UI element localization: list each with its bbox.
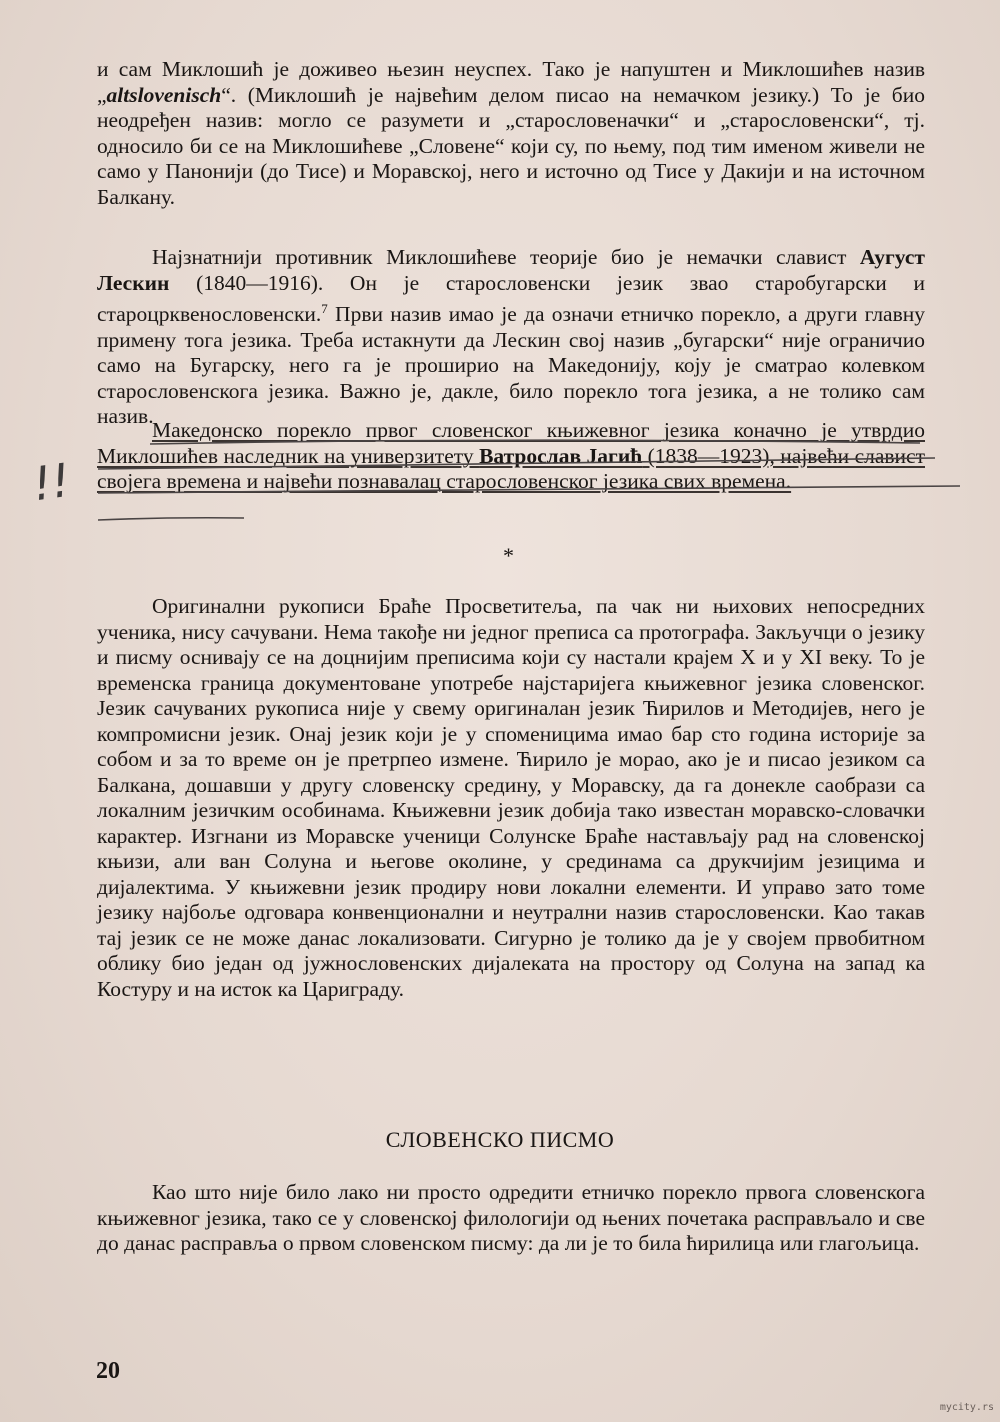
handwritten-exclamation-mark: !! xyxy=(29,452,74,512)
p3-text-2: (1838—1923), највећи славист својега времена и највећи познавалац старословенског језика свих времена. xyxy=(97,443,925,493)
watermark: mycity.rs xyxy=(939,1402,994,1413)
paragraph-manuscripts: Оригинални рукописи Браће Просветитеља, па чак ни њихових непосредних ученика, нису сачувани. Нема такође ни једног преписа са протографа. Закључци о језику и писму оснивају се на доцнијим преписима који су настали крајем X и у XI веку. То је временска граница документоване употребе најстаријега књижевног језика словенског. Језик сачуваних рукописа није у свему оригиналан језик Ћирилов и Методијев, него је компромисни језик. Онај језик који је у споменицима имао бар сто година историје за собом и за то време он је претрпео измене. Ћирило је морао, ако је и писао језиком са Балкана, дошавши у другу словенску средину, у Моравску, да га донекле саобрази са локалним језичким особинама. Књижевни језик добија тако известан моравско-словачки карактер. Изгнани из Моравске ученици Солунске Браће настављају рад на словенској књизи, али ван Солуна и његове околине, у срединама са друкчијим језицима и дијалектима. У књижевни језик продиру нови локални елементи. И управо зато томе језику најбоље одговара конвенционални и неутрални назив старословенски. Као такав тај језик се не може данас локализовати. Сигурно је толико да је у своjем првобитном облику био један од јужнословенских дијалеката на простору од Солуна на запад ка Костуру и на исток ка Цариграду. xyxy=(97,594,925,1001)
p1-text-2: “. (Миклошић је највећим делом писао на немачком језику.) То је био неодређен назив: могло се разумети и „старословеначки“ и „старословенски“, тј. односило би се на Миклошићеве „Словене“ који су, по њему, под тим именом живели не само у Панонији (до Тисе) и Моравској, него и источно од Тисе у Дакији и на источном Балкану. xyxy=(97,82,925,209)
paragraph-script: Као што није било лако ни просто одредити етничко порекло првога словенскога књижевног језика, тако се у словенској филологији од њених почетака расправљало и све до данас расправља о првом словенском писму: да ли је то била ћирилица или глагољица. xyxy=(97,1180,925,1255)
pen-stroke-4 xyxy=(98,518,244,520)
p2-text-1: Најзнатнији противник Миклошићеве теорије био је немачки славист xyxy=(152,245,860,269)
p2-text-3: Први назив имао је да означи етничко порекло, а други главну примену тога језика. Треба истакнути да Лескин свој назив „бугарски“ није ограничио само на Бугарску, него га је проширио на Македонију, коју је сматрао колевком старословенскога језика. Важно је, дакле, било порекло тога језика, а не толико сам назив. xyxy=(97,302,925,429)
paragraph-miklosic xyxy=(97,57,925,210)
p3-text-1: Македонско порекло првог словенског књижевног језика коначно је утврдио Миклошићев наследник на универзитету xyxy=(97,418,925,468)
p2-bold-name: Аугуст Лескин xyxy=(97,245,925,295)
p2-text-2: (1840—1916). Он је старословенски језик звао старобугарски и староцрквенословенски. xyxy=(97,270,925,327)
footnote-marker: 7 xyxy=(321,301,328,316)
page-number: 20 xyxy=(96,1358,120,1384)
p1-text-1: и сам Миклошић је доживео њезин неуспех. Тако је напуштен и Миклошићев назив „ xyxy=(97,57,925,107)
p1-italic-term: altslovenisch xyxy=(106,82,222,107)
paragraph-leskien xyxy=(97,245,925,430)
paragraph-jagic xyxy=(97,418,925,495)
p3-bold-name: Ватрослав Јагић xyxy=(479,443,643,468)
section-heading: СЛОВЕНСКО ПИСМО xyxy=(385,1127,615,1152)
section-asterisk: * xyxy=(503,543,514,568)
